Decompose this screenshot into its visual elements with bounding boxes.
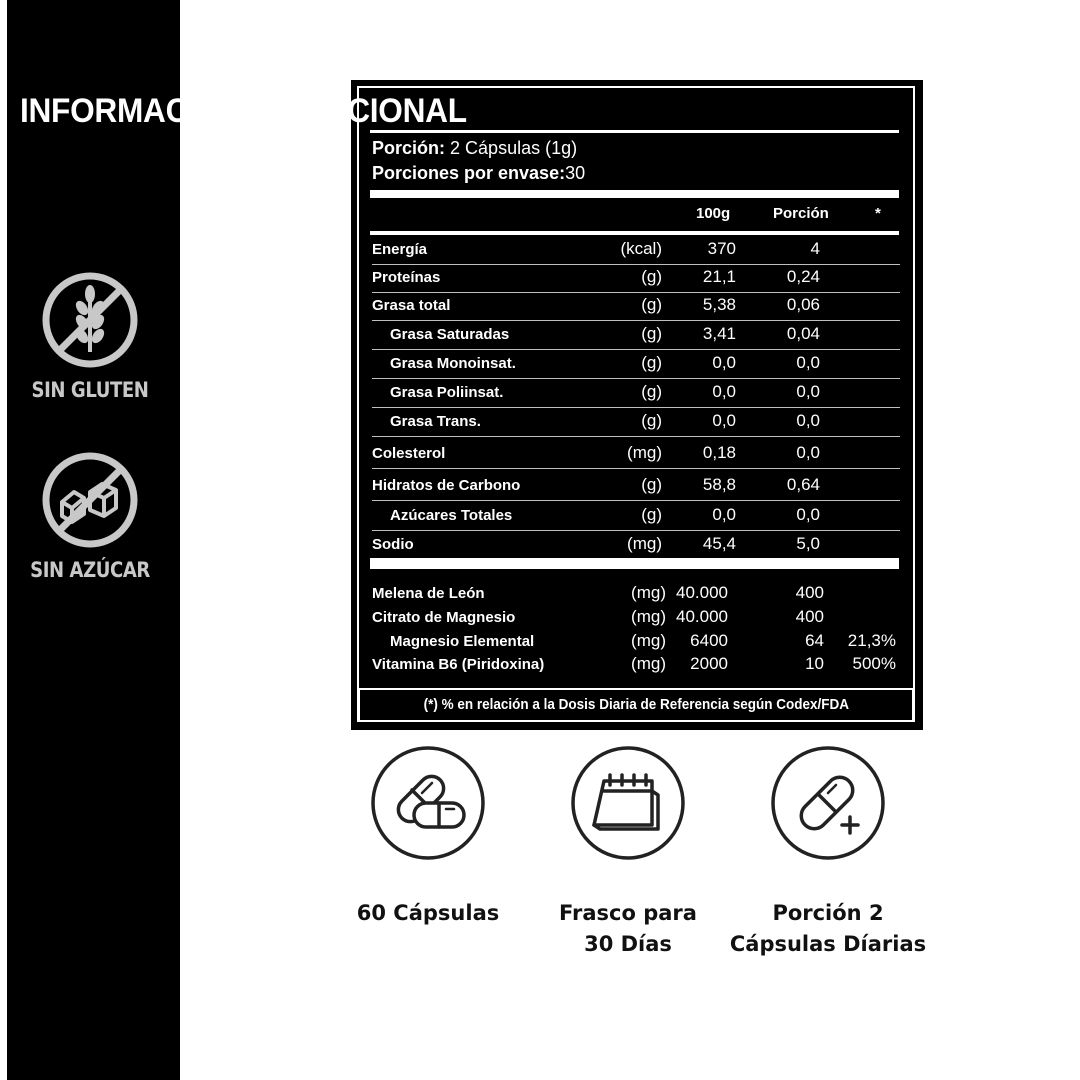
nutrient-name: Energía <box>372 241 428 258</box>
supplement-row <box>372 628 900 652</box>
supplement-row <box>372 604 900 628</box>
nutrient-unit: (g) <box>641 475 662 494</box>
col-header-100g: 100g <box>696 205 731 222</box>
capsule-plus-icon <box>770 745 886 861</box>
nutrient-portion: 0,64 <box>786 475 820 494</box>
footnote-box <box>358 688 914 722</box>
feature-label <box>518 898 738 960</box>
capsules-icon <box>370 745 486 861</box>
nutrient-row <box>372 292 900 321</box>
nutrient-per100: 0,0 <box>712 411 736 430</box>
feature-daily-dose <box>718 745 938 960</box>
portion-label: Porción: <box>372 138 446 158</box>
supplement-name: Magnesio Elemental <box>390 633 535 650</box>
feature-label-line: Frasco para <box>559 901 697 925</box>
supplement-unit: (mg) <box>631 583 666 602</box>
nutrient-name: Colesterol <box>372 445 446 462</box>
servings-value: 30 <box>565 163 586 183</box>
nutrient-unit: (g) <box>641 505 662 524</box>
portion-line <box>372 138 577 159</box>
supplement-portion: 400 <box>795 583 824 602</box>
supplement-name: Vitamina B6 (Piridoxina) <box>372 656 545 673</box>
rule <box>370 231 899 235</box>
supplement-dv: 21,3% <box>847 631 896 650</box>
nutrient-row <box>372 502 900 531</box>
calendar-icon <box>570 745 686 861</box>
feature-label-line: 60 Cápsulas <box>356 901 500 925</box>
nutrient-per100: 58,8 <box>702 475 736 494</box>
rule <box>370 130 899 133</box>
nutrient-unit: (mg) <box>627 443 662 462</box>
feature-label <box>718 898 938 960</box>
supplement-portion: 10 <box>805 654 824 673</box>
nutrient-name: Grasa total <box>372 297 451 314</box>
badge-sugar-free <box>0 450 180 582</box>
nutrient-unit: (g) <box>641 267 662 286</box>
supplement-per100: 6400 <box>690 631 728 650</box>
feature-bottle-duration <box>518 745 738 960</box>
nutrient-row <box>372 379 900 408</box>
nutrient-name: Hidratos de Carbono <box>372 477 521 494</box>
supplement-unit: (mg) <box>631 631 666 650</box>
nutrient-portion: 0,0 <box>796 382 820 401</box>
nutrient-portion: 4 <box>810 239 820 258</box>
nutrient-per100: 5,38 <box>702 295 736 314</box>
nutrient-name: Proteínas <box>372 269 441 286</box>
feature-label-line: Porción 2 <box>772 901 884 925</box>
col-header-dv: * <box>875 205 881 222</box>
nutrient-portion: 0,0 <box>796 411 820 430</box>
supplement-name: Melena de León <box>372 585 485 602</box>
nutrient-per100: 3,41 <box>702 324 736 343</box>
badge-label: SIN AZÚCAR <box>30 558 150 582</box>
servings-line <box>372 163 585 184</box>
nutrient-portion: 0,24 <box>786 267 820 286</box>
nutrient-row <box>372 472 900 501</box>
supplement-row <box>372 580 900 604</box>
nutrient-portion: 0,0 <box>796 443 820 462</box>
nutrient-row <box>372 408 900 437</box>
nutrient-unit: (mg) <box>627 534 662 553</box>
servings-label: Porciones por envase: <box>372 163 566 183</box>
supplement-unit: (mg) <box>631 607 666 626</box>
nutrient-name: Grasa Saturadas <box>390 326 510 343</box>
feature-label <box>318 898 538 929</box>
nutrient-unit: (g) <box>641 411 662 430</box>
nutrient-per100: 0,0 <box>712 353 736 372</box>
nutrient-row <box>372 236 900 265</box>
supplement-portion: 400 <box>795 607 824 626</box>
nutrient-per100: 370 <box>707 239 736 258</box>
nutrient-portion: 5,0 <box>796 534 820 553</box>
col-header-portion: Porción <box>773 205 829 222</box>
supplement-per100: 40.000 <box>676 607 728 626</box>
nutrient-per100: 21,1 <box>702 267 736 286</box>
nutrient-row <box>372 350 900 379</box>
supplement-unit: (mg) <box>631 654 666 673</box>
badge-label: SIN GLUTEN <box>31 378 149 402</box>
nutrient-unit: (kcal) <box>620 239 662 258</box>
feature-label-line: Cápsulas Díarias <box>729 932 927 956</box>
nutrient-unit: (g) <box>641 295 662 314</box>
nutrient-name: Azúcares Totales <box>390 507 513 524</box>
nutrient-row <box>372 264 900 293</box>
thick-rule <box>370 190 899 198</box>
supplement-dv: 500% <box>852 654 896 673</box>
nutrient-name: Grasa Monoinsat. <box>390 355 516 372</box>
supplement-name: Citrato de Magnesio <box>372 609 516 626</box>
nutrient-unit: (g) <box>641 353 662 372</box>
nutrient-per100: 0,0 <box>712 382 736 401</box>
wheat-crossed-icon <box>40 270 140 370</box>
sugar-cubes-crossed-icon <box>40 450 140 550</box>
supplement-row <box>372 651 900 675</box>
nutrient-row <box>372 440 900 469</box>
nutrient-portion: 0,0 <box>796 505 820 524</box>
nutrient-per100: 0,0 <box>712 505 736 524</box>
supplement-portion: 64 <box>805 631 824 650</box>
nutrient-portion: 0,04 <box>786 324 820 343</box>
nutrient-name: Grasa Poliinsat. <box>390 384 504 401</box>
nutrition-title: INFORMACIÓN NUTRICIONAL <box>20 92 467 130</box>
footnote: (*) % en relación a la Dosis Diaria de Referencia según Codex/FDA <box>423 696 849 713</box>
thick-rule <box>370 558 899 569</box>
supplement-per100: 40.000 <box>676 583 728 602</box>
supplement-per100: 2000 <box>690 654 728 673</box>
nutrient-name: Sodio <box>372 536 414 553</box>
badge-gluten-free <box>0 270 180 402</box>
nutrient-row <box>372 321 900 350</box>
feature-label-line: 30 Días <box>584 932 672 956</box>
nutrient-portion: 0,06 <box>786 295 820 314</box>
nutrient-unit: (g) <box>641 382 662 401</box>
feature-capsules <box>318 745 538 929</box>
nutrient-per100: 0,18 <box>702 443 736 462</box>
nutrient-unit: (g) <box>641 324 662 343</box>
nutrient-name: Grasa Trans. <box>390 413 481 430</box>
nutrient-per100: 45,4 <box>702 534 736 553</box>
sidebar <box>0 0 180 1080</box>
portion-value: 2 Cápsulas (1g) <box>450 138 578 158</box>
nutrient-row <box>372 531 900 559</box>
nutrient-portion: 0,0 <box>796 353 820 372</box>
